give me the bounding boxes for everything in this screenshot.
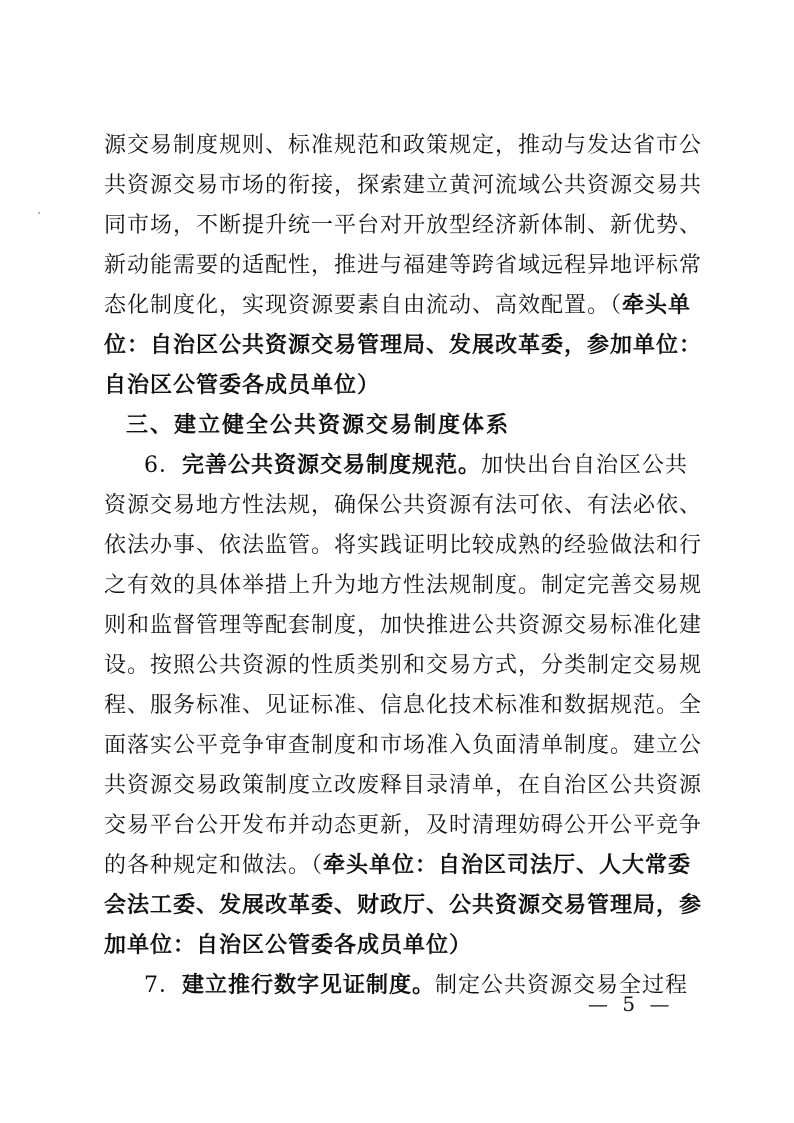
text-line: 面落实公平竞争审查制度和市场准入负面清单制度。建立公 xyxy=(104,733,703,758)
section-heading: 三、建立健全公共资源交易制度体系 xyxy=(126,413,511,438)
scan-speck xyxy=(38,212,40,214)
text-line: 同市场，不断提升统一平台对开放型经济新体制、新优势、 xyxy=(104,213,703,238)
text-line: 则和监督管理等配套制度，加快推进公共资源交易标准化建 xyxy=(104,613,703,638)
text-line: 源交易制度规则、标准规范和政策规定，推动与发达省市公 xyxy=(104,133,703,158)
text-line: 自治区公管委各成员单位） xyxy=(104,373,381,398)
item-title: 建立推行数字见证制度。 xyxy=(182,973,436,998)
text-line: 程、服务标准、见证标准、信息化技术标准和数据规范。全 xyxy=(104,693,703,718)
text-line: 会法工委、发展改革委、财政厅、公共资源交易管理局，参 xyxy=(104,893,703,918)
item-title: 完善公共资源交易制度规范。 xyxy=(182,453,482,478)
paragraph-start: 6．完善公共资源交易制度规范。加快出台自治区公共 xyxy=(144,453,689,478)
text-line: 态化制度化，实现资源要素自由流动、高效配置。（牵头单 xyxy=(104,293,692,318)
text-line: 交易平台公开发布并动态更新，及时清理妨碍公开公平竞争 xyxy=(104,813,703,838)
page-number: — 5 — xyxy=(588,992,674,1016)
lead-unit-label: 牵头单 xyxy=(622,293,692,318)
text-line: 之有效的具体举措上升为地方性法规制度。制定完善交易规 xyxy=(104,573,703,598)
paragraph-start: 7．建立推行数字见证制度。制定公共资源交易全过程 xyxy=(144,973,689,998)
text-line: 共资源交易政策制度立改废释目录清单，在自治区公共资源 xyxy=(104,773,703,798)
text-line: 加单位：自治区公管委各成员单位） xyxy=(104,933,473,958)
text-line: 资源交易地方性法规，确保公共资源有法可依、有法必依、 xyxy=(104,493,703,518)
text-line: 设。按照公共资源的性质类别和交易方式，分类制定交易规 xyxy=(104,653,703,678)
text-line: 的各种规定和做法。（牵头单位：自治区司法厅、人大常委 xyxy=(104,853,692,878)
text-line: 位：自治区公共资源交易管理局、发展改革委，参加单位： xyxy=(104,333,703,358)
text-line: 共资源交易市场的衔接，探索建立黄河流域公共资源交易共 xyxy=(104,173,703,198)
text-line: 依法办事、依法监管。将实践证明比较成熟的经验做法和行 xyxy=(104,533,703,558)
text-line: 新动能需要的适配性，推进与福建等跨省域远程异地评标常 xyxy=(104,253,703,278)
lead-unit-label: 牵头单位：自治区司法厅、人大常委 xyxy=(323,853,692,878)
body-text xyxy=(104,126,703,1006)
